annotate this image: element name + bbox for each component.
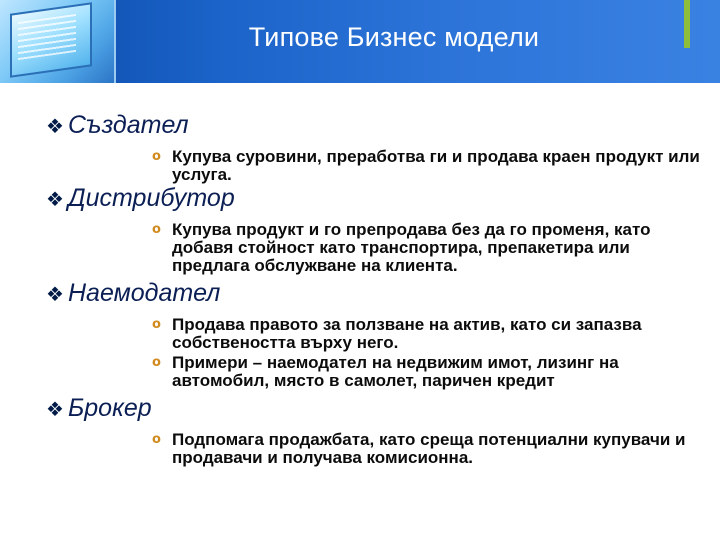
list-item	[152, 316, 706, 352]
list-item-text: Подпомага продажбата, като среща потенциални купувачи и продавачи и получава комисионна.	[172, 430, 686, 467]
circle-bullet-icon: o	[152, 355, 161, 370]
diamond-bullet-icon: ❖	[46, 282, 64, 306]
section-broker	[46, 393, 706, 467]
list-item	[152, 148, 706, 184]
section-title: Наемодател	[68, 279, 221, 307]
circle-bullet-icon: o	[152, 222, 161, 237]
section-landlord	[46, 278, 706, 390]
section-distributor	[46, 183, 706, 275]
list-item	[152, 221, 706, 275]
diamond-bullet-icon: ❖	[46, 187, 64, 211]
circle-bullet-icon: o	[152, 432, 161, 447]
circle-bullet-icon: o	[152, 149, 161, 164]
list-item-text: Купува продукт и го препродава без да го променя, като добавя стойност като транспортира, препакетира или предлага обслужване на клиента.	[172, 220, 651, 275]
section-items	[152, 148, 706, 184]
circle-bullet-icon: o	[152, 317, 161, 332]
section-items	[152, 221, 706, 275]
list-item-text: Продава правото за ползване на актив, като си запазва собствеността върху него.	[172, 315, 642, 352]
section-items	[152, 316, 706, 390]
section-creator	[46, 110, 706, 184]
section-title: Създател	[68, 111, 189, 139]
list-item	[152, 354, 706, 390]
section-heading	[46, 183, 706, 213]
diamond-bullet-icon: ❖	[46, 114, 64, 138]
list-item	[152, 431, 706, 467]
section-items	[152, 431, 706, 467]
section-heading	[46, 110, 706, 140]
section-heading	[46, 278, 706, 308]
list-item-text: Примери – наемодател на недвижим имот, лизинг на автомобил, място в самолет, паричен кредит	[172, 353, 619, 390]
diamond-bullet-icon: ❖	[46, 397, 64, 421]
section-heading	[46, 393, 706, 423]
section-title: Брокер	[68, 394, 152, 422]
section-title: Дистрибутор	[68, 184, 235, 212]
list-item-text: Купува суровини, преработва ги и продава краен продукт или услуга.	[172, 147, 700, 184]
slide-title: Типове Бизнес модели	[248, 22, 540, 52]
